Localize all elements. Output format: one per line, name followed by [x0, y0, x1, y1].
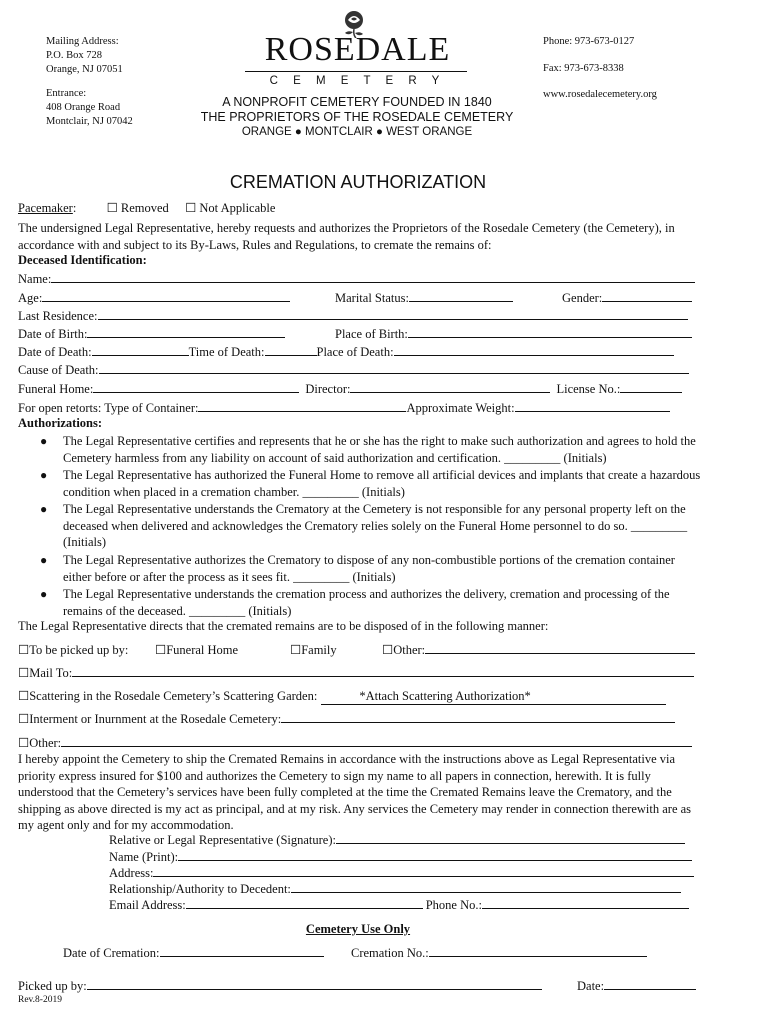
residence-line[interactable]	[98, 308, 688, 320]
bullet-2-icon: ●	[40, 468, 48, 482]
signature-line[interactable]	[336, 832, 685, 844]
other-pickup-line[interactable]	[425, 642, 695, 654]
locations-line: ORANGE ● MONTCLAIR ● WEST ORANGE	[241, 126, 473, 138]
marital-line[interactable]	[409, 290, 513, 302]
cremation-number-line[interactable]	[429, 945, 647, 957]
gender-line[interactable]	[602, 290, 692, 302]
authorization-item-3: The Legal Representative understands the Crematory at the Cemetery is not responsible for any personal property left on the deceased when delivered and acknowledges the Crematory relies solely on the Funeral Home personnel to do so. _________ (Initials)	[63, 502, 688, 549]
director-label: Director:	[305, 382, 351, 396]
gender-field[interactable]	[562, 290, 692, 306]
appointment-paragraph: I hereby appoint the Cemetery to ship the Cremated Remains in accordance with the instructions above as Legal Representative via priority express insured for $100 and authorizes the Cemetery to sign my name to all papers in connection, herewith. It is fully understood that the Cemetery’s services have been fully completed at the time the Cremated Remains leave the Crematory, and the shipping as above directed is my act as principal, and at my risk. Any services the Cemetery may render in connection therewith are as my agent only and for my accommodation.	[18, 752, 692, 832]
funeral-home-line[interactable]	[93, 381, 299, 393]
tod-label: Time of Death:	[188, 345, 265, 359]
mail-to-checkbox[interactable]: ☐Mail To:	[18, 666, 73, 680]
pob-line[interactable]	[408, 326, 692, 338]
entrance-address	[46, 87, 133, 129]
picked-up-field[interactable]	[18, 978, 542, 994]
pod-line[interactable]	[394, 344, 674, 356]
pickup-date-line[interactable]	[604, 978, 696, 990]
pickup-checkbox[interactable]: ☐To be picked up by:	[18, 643, 129, 657]
pacemaker-row	[18, 200, 275, 216]
other-field[interactable]	[18, 735, 692, 751]
address-line[interactable]	[153, 865, 694, 877]
license-line[interactable]	[620, 381, 682, 393]
weight-line[interactable]	[515, 400, 670, 412]
entrance-line1: 408 Orange Road	[46, 102, 121, 113]
scattering-line[interactable]	[321, 689, 666, 705]
mailing-label: Mailing Address:	[46, 36, 119, 47]
director-line[interactable]	[350, 381, 550, 393]
picked-up-label: Picked up by:	[18, 979, 87, 993]
container-label: For open retorts: Type of Container:	[18, 401, 199, 415]
mailing-line2: Orange, NJ 07051	[46, 64, 123, 75]
mail-to-line[interactable]	[72, 665, 694, 677]
family-checkbox[interactable]: ☐Family	[290, 643, 337, 657]
funeral-home-checkbox[interactable]: ☐Funeral Home	[155, 643, 239, 657]
logo-wordmark: ROSEDALE	[264, 31, 451, 68]
authorization-item-5: The Legal Representative understands the cremation process and authorizes the delivery, cremation and processing of the remains of the deceased. _________ (Initials)	[63, 587, 670, 618]
attach-note: *Attach Scattering Authorization*	[359, 689, 531, 703]
name-line[interactable]	[51, 271, 695, 283]
tod-line[interactable]	[265, 344, 317, 356]
fax-number: Fax: 973-673-8338	[543, 63, 624, 74]
authorization-item-1: The Legal Representative certifies and represents that he or she has the right to make such authorization and agrees to hold the Cemetery harmless from any liability on account of said authorization and certification. _________ (Initials)	[63, 434, 696, 465]
other-line[interactable]	[61, 735, 692, 747]
bullet-4-icon: ●	[40, 553, 48, 567]
print-name-line[interactable]	[178, 849, 692, 861]
authorization-item-2: The Legal Representative has authorized the Funeral Home to remove all artificial devices and implants that create a hazardous condition when placed in a cremation chamber. _________ (Initials)	[63, 468, 701, 499]
interment-checkbox[interactable]: ☐Interment or Inurnment at the Rosedale Cemetery:	[18, 712, 282, 726]
weight-label: Approximate Weight:	[406, 401, 515, 415]
pob-field[interactable]	[335, 326, 692, 342]
name-field[interactable]	[18, 271, 695, 287]
relationship-field[interactable]	[109, 881, 681, 897]
bullet-3-icon: ●	[40, 502, 48, 516]
relationship-line[interactable]	[291, 881, 681, 893]
picked-up-line[interactable]	[87, 978, 542, 990]
age-label: Age:	[18, 291, 43, 305]
marital-field[interactable]	[335, 290, 513, 306]
funeral-home-field[interactable]	[18, 381, 682, 397]
page-title: CREMATION AUTHORIZATION	[229, 172, 487, 192]
container-field[interactable]	[18, 400, 670, 416]
website-link[interactable]: www.rosedalecemetery.org	[543, 89, 657, 100]
dob-line[interactable]	[87, 326, 285, 338]
pickup-date-field[interactable]	[577, 978, 696, 994]
dod-field[interactable]	[18, 344, 674, 360]
entrance-line2: Montclair, NJ 07042	[46, 116, 133, 127]
cremation-number-field[interactable]	[351, 945, 647, 961]
gender-label: Gender:	[562, 291, 603, 305]
email-field[interactable]	[109, 897, 689, 913]
dod-label: Date of Death:	[18, 345, 92, 359]
funeral-home-label: Funeral Home:	[18, 382, 94, 396]
address-field[interactable]	[109, 865, 694, 881]
intro-paragraph: The undersigned Legal Representative, hereby requests and authorizes the Proprietors of the Rosedale Cemetery (the Cemetery), in accordance with and subject to its By-Laws, Rules and Regulations, to cremate the remains of:	[18, 221, 675, 252]
deceased-heading: Deceased Identification:	[18, 253, 147, 267]
disposition-intro: The Legal Representative directs that the cremated remains are to be disposed of in the following manner:	[18, 619, 549, 633]
pacemaker-removed-checkbox[interactable]: ☐ Removed	[106, 201, 169, 215]
phone-number: Phone: 973-673-0127	[543, 36, 635, 47]
cemetery-use-heading: Cemetery Use Only	[305, 922, 411, 936]
bullet-1-icon: ●	[40, 434, 48, 448]
signature-label: Relative or Legal Representative (Signature):	[109, 833, 336, 847]
container-line[interactable]	[198, 400, 406, 412]
pickup-date-label: Date:	[577, 979, 605, 993]
other-pickup-checkbox[interactable]: ☐Other:	[382, 643, 426, 657]
logo-rule	[245, 71, 467, 72]
dod-line[interactable]	[92, 344, 189, 356]
name-label: Name:	[18, 272, 52, 286]
cod-field[interactable]	[18, 362, 689, 378]
interment-line[interactable]	[281, 711, 675, 723]
email-line[interactable]	[186, 897, 423, 909]
cod-label: Cause of Death:	[18, 363, 99, 377]
residence-field[interactable]	[18, 308, 688, 324]
cremation-date-label: Date of Cremation:	[63, 946, 160, 960]
cremation-number-label: Cremation No.:	[351, 946, 429, 960]
residence-label: Last Residence:	[18, 309, 98, 323]
authorizations-heading: Authorizations:	[18, 416, 103, 430]
proprietors-line: THE PROPRIETORS OF THE ROSEDALE CEMETERY	[200, 110, 514, 124]
logo-subtitle: C E M E T E R Y	[269, 75, 443, 87]
mailing-address	[46, 35, 123, 77]
print-name-field[interactable]	[109, 849, 692, 865]
mail-to-field[interactable]	[18, 665, 694, 681]
phone-line[interactable]	[482, 897, 689, 909]
scattering-field[interactable]	[18, 688, 666, 705]
revision-label: Rev.8-2019	[18, 995, 62, 1005]
entrance-label: Entrance:	[46, 88, 87, 99]
dob-field[interactable]	[18, 326, 285, 342]
phone-label: Phone No.:	[425, 898, 482, 912]
print-name-label: Name (Print):	[109, 850, 179, 864]
authorization-item-4: The Legal Representative authorizes the Crematory to dispose of any non-combustible portions of the cremation container either before or after the process as it sees fit. _________ (Initials)	[63, 553, 675, 584]
other-checkbox[interactable]: ☐Other:	[18, 736, 62, 750]
cod-line[interactable]	[99, 362, 689, 374]
email-label: Email Address:	[109, 898, 186, 912]
pob-label: Place of Birth:	[335, 327, 408, 341]
age-line[interactable]	[42, 290, 290, 302]
pacemaker-colon: :	[72, 201, 77, 215]
address-label: Address:	[109, 866, 154, 880]
marital-label: Marital Status:	[335, 291, 409, 305]
age-field[interactable]	[18, 290, 290, 306]
pacemaker-label: Pacemaker	[18, 201, 73, 215]
other-pickup-field[interactable]	[382, 642, 695, 658]
signature-field[interactable]	[109, 832, 685, 848]
tagline: A NONPROFIT CEMETERY FOUNDED IN 1840	[222, 95, 492, 109]
mailing-line1: P.O. Box 728	[46, 50, 103, 61]
license-label: License No.:	[556, 382, 621, 396]
interment-field[interactable]	[18, 711, 675, 727]
scattering-checkbox[interactable]: ☐Scattering in the Rosedale Cemetery’s Scattering Garden:	[18, 689, 318, 703]
pod-label: Place of Death:	[316, 345, 394, 359]
relationship-label: Relationship/Authority to Decedent:	[109, 882, 291, 896]
cremation-date-line[interactable]	[160, 945, 324, 957]
cremation-date-field[interactable]	[63, 945, 324, 961]
bullet-5-icon: ●	[40, 587, 48, 601]
dob-label: Date of Birth:	[18, 327, 88, 341]
pacemaker-not-applicable-checkbox[interactable]: ☐ Not Applicable	[185, 201, 276, 215]
